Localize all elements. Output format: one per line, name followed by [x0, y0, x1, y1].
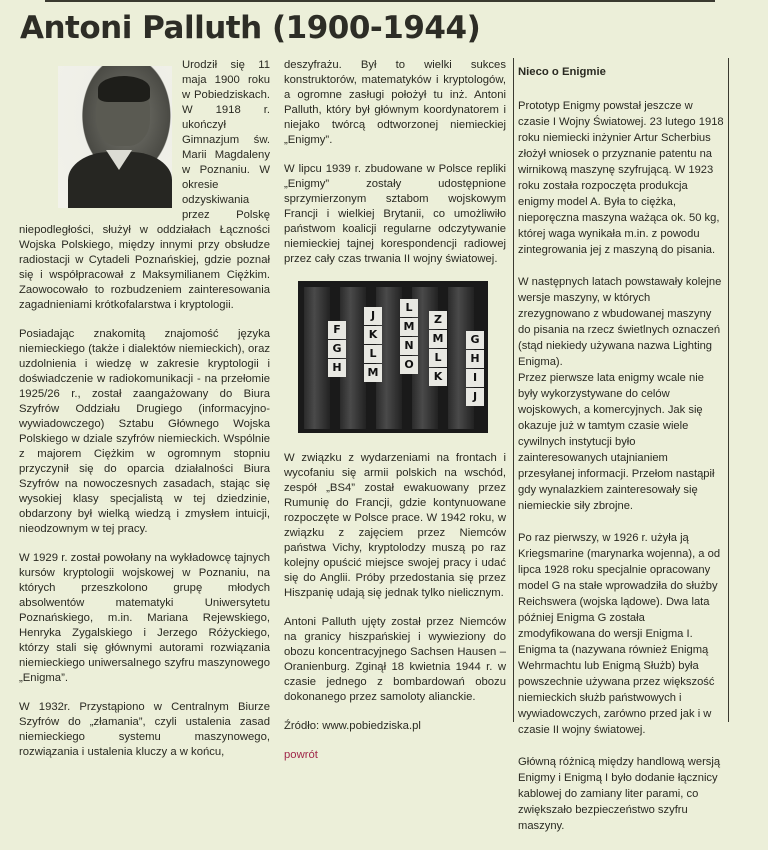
- rotor-letters: [364, 307, 382, 383]
- rotor-letter: Z: [429, 311, 447, 329]
- rotor-letter: F: [328, 321, 346, 339]
- rotor-letter: H: [328, 359, 346, 377]
- sidebar-enigma: [515, 58, 727, 850]
- paragraph: Antoni Palluth ujęty został przez Niemców na granicy hiszpańskiej i wywieziony do obozu koncentracyjnego Sachsen Hausen – Oranienburg. Zginął 18 kwietnia 1944 r. w czasie jednego z bombardowań obozu dokonanego przez samoloty alianckie.: [284, 616, 506, 703]
- enigma-rotors-photo: [298, 281, 488, 433]
- rotor-letters: [328, 321, 346, 378]
- rotor-letter: J: [466, 388, 484, 406]
- rotor-letter: G: [466, 331, 484, 349]
- column-left: [19, 58, 270, 774]
- rotor-letters: [429, 311, 447, 387]
- rotor-letter: I: [466, 369, 484, 387]
- sidebar-border-right: [728, 58, 729, 722]
- source-note: Źródło: www.pobiedziska.pl: [284, 720, 421, 732]
- sidebar-paragraph: Prototyp Enigmy powstał jeszcze w czasie I Wojny Światowej. 23 lutego 1918 roku niemiecki inżynier Artur Scherbius złożył wniosek o przyznanie patentu na wirnikową maszynę szyfrującą. W 1923 roku została rozpoczęta produkcja enigmy model A. Była to ciężka, nieporęczna maszyna ważąca ok. 50 kg, której waga wynikała m.in. z powodu zintegrowania jej z maszyną do pisania.: [518, 100, 724, 256]
- rotor-letter: M: [400, 318, 418, 336]
- rotor-letters: [400, 299, 418, 375]
- rotor-letter: K: [364, 326, 382, 344]
- page-title: Antoni Palluth (1900-1944): [20, 10, 481, 46]
- rotor-letter: G: [328, 340, 346, 358]
- paragraph: W 1929 r. został powołany na wykładowcę tajnych kursów kryptologii wojskowej w Poznaniu, na których przeszkolono grupę młodych absolwentów matematyki Uniwersytetu Poznańskiego, m.in. Mariana Rejewskiego, Henryka Zygalskiego i Jerzego Różyckiego, którzy stali się głównymi autorami rozwiązania niemieckiego uniwersalnego szyfru maszynowego „Enigma”.: [19, 552, 270, 684]
- sidebar-border-left: [513, 58, 514, 722]
- rotor-letter: O: [400, 356, 418, 374]
- paragraph: W związku z wydarzeniami na frontach i wycofaniu się armii polskich na wschód, zespół „BS4” został ewakuowany przez Rumunię do Francji, gdzie kontynuowane rozpoczęte w Polsce prace. W 1942 roku, w związku z zajęciem przez Niemców państwa Vichy, kryptolodzy muszą po raz kolejny opuścić miejsce swojej pracy i udać się do Anglii. Próby przedostania się przez Hiszpanię udają się jednak tylko nielicznym.: [284, 452, 506, 599]
- sidebar-heading: Nieco o Enigmie: [518, 66, 606, 78]
- back-link[interactable]: powrót: [284, 749, 318, 761]
- intro-paragraph: Urodził się 11 maja 1900 roku w Pobiedziskach. W 1918 r. ukończył Gimnazjum św. Marii Magdaleny w Poznaniu. W okresie odzyskiwania przez Polskę niepodległości, służył w oddziałach Łączności Wojska Polskiego, między innymi przy obsłudze radiostacji w Cytadeli Poznańskiej, gdzie poznał się i współpracował z Maksymilianem Ciężkim. Zaowocowało to rozbudzeniem zainteresowania zagadnieniami krótkofalarstwa i kryptologii.: [19, 59, 270, 311]
- rotor-letter: L: [364, 345, 382, 363]
- rotor-letter: M: [364, 364, 382, 382]
- column-middle: [284, 58, 506, 777]
- rotor-letter: J: [364, 307, 382, 325]
- top-rule: [45, 0, 715, 2]
- rotor-letter: M: [429, 330, 447, 348]
- portrait-photo: [58, 66, 172, 208]
- sidebar-paragraph: Po raz pierwszy, w 1926 r. użyła ją Kriegsmarine (marynarka wojenna), a od lipca 1928 roku specjalnie opracowany model G na stałe wprowadziła do służby Reichswera (wojska lądowe). Dwa lata później Enigma G została zmodyfikowana do wersji Enigma I. Enigma ta (nazywana również Enigmą Wehrmachtu lub Enigmą Służb) była powszechnie używana przez większość niemieckich służb państwowych i wywiadowczych, zarówno przed jak i w czasie II wojny światowej.: [518, 532, 721, 736]
- sidebar-paragraph: W następnych latach powstawały kolejne wersje maszyny, w których zrezygnowano z wbudowanej maszyny do pisania na rzecz świetlnych oznaczeń (stąd niekiedy używana nazwa Lighting Enigma).: [518, 276, 722, 368]
- rotor-letter: L: [429, 349, 447, 367]
- paragraph: deszyfrażu. Był to wielki sukces konstruktorów, matematyków i kryptologów, a ogromne zasługi położył tu inż. Antoni Palluth, który był głównym koordynatorem i niejako twórcą odtworzonej niemieckiej „Enigmy”.: [284, 59, 506, 146]
- paragraph: W 1932r. Przystąpiono w Centralnym Biurze Szyfrów do „złamania”, czyli ustalenia zasad niemieckiego systemu maszynowego, rozwiązania i ustalenia kluczy a w końcu,: [19, 701, 270, 758]
- rotor-letters: [466, 331, 484, 407]
- sidebar-paragraph: Główną różnicą między handlową wersją Enigmy i Enigmą I było dodanie łącznicy kablowej do zamiany liter parami, co zwiększało bezpieczeństwo szyfru maszyny.: [518, 756, 721, 832]
- paragraph: Posiadając znakomitą znajomość języka niemieckiego (także i dialektów niemieckich), oraz uzdolnienia i wiedzę w zakresie kryptologii i doświadczenie w radiokomunikacji - na przełomie 1925/26 r., został zaangażowany do Biura Szyfrów Oddziału Drugiego (informacyjno-wywiadowczego) Sztabu Głównego Wojska Polskiego w dziale szyfrów niemieckich. Wspólnie z majorem Ciężkim w ogromnym stopniu przyczynił się do oparcia działalności Biura Szyfrów na nowoczesnych zasadach, stając się wysokiej klasy specjalistą w tej dziedzinie, obdarzony był wielką wiedzą i zmysłem intuicji, nieodzownym w tej pracy.: [19, 328, 270, 535]
- sidebar-paragraph: Przez pierwsze lata enigmy wcale nie były wykorzystywane do celów wojskowych, a komercyjnych. Jak się okazuje już w tamtym czasie wiele cywilnych instytucji było zainteresowanych utajnianiem przesyłanej informacji. Przełom nastąpił gdy wynalazkiem zainteresowały się niemieckie siły zbrojne.: [518, 372, 715, 512]
- paragraph: W lipcu 1939 r. zbudowane w Polsce repliki „Enigmy” zostały udostępnione sprzymierzonym sztabom wojskowym Francji i wielkiej Brytanii, co umożliwiło państwom koalicji regularne odczytywanie niemieckiej tajnej korespondencji radiowej przez cały czas trwania II wojny światowej.: [284, 163, 506, 265]
- rotor-letter: K: [429, 368, 447, 386]
- rotor-letter: H: [466, 350, 484, 368]
- rotor-letter: L: [400, 299, 418, 317]
- rotor-letter: N: [400, 337, 418, 355]
